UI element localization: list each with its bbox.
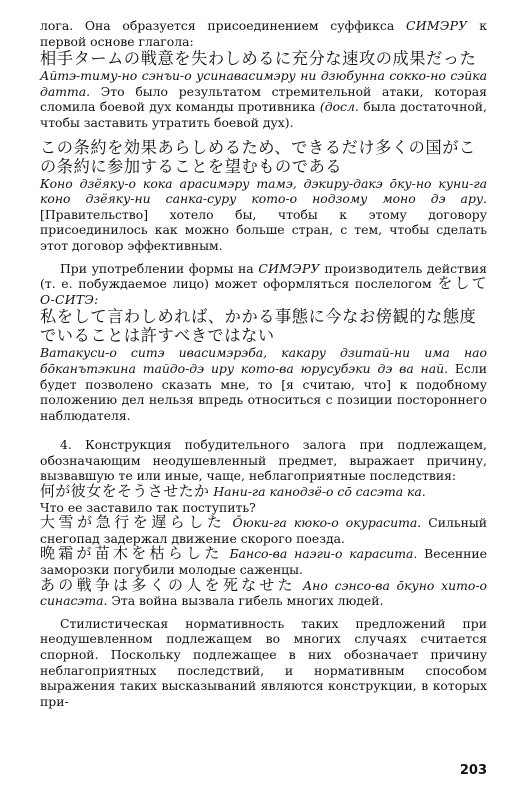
example-2	[40, 515, 487, 546]
text: производитель действия (т. е. побуждаемое лицо) может оформляться послелогом	[40, 260, 487, 292]
paragraph-agent-marking	[40, 261, 487, 308]
japanese-example: 私をして言わしめれば、かかる事態に今なお傍観的な態度でいることは許すべきではない	[40, 307, 477, 346]
transliteration: Нани-га канодзё-о со̄ сасэта ка.	[213, 484, 426, 500]
japanese-example: 大雪が急行を遅らした	[40, 513, 226, 532]
japanese-example: この条約を効果あらしめるため、できるだけ多くの国がこの条約に参加することを望むものである	[40, 137, 476, 176]
postposition-term: О-СИТЭ:	[40, 291, 99, 307]
example-translation	[40, 176, 487, 254]
paragraph-section-4: 4. Конструкция побудительного залога при подлежащем, обозначающим неодушевленный предмет, выражает причину, вызвавшую те или иные, чаще, неблагоприятные последствия:	[40, 437, 487, 484]
transliteration: Бансо-ва наэги-о карасита.	[229, 546, 418, 562]
translation: Что ее заставило так поступить?	[40, 499, 256, 515]
text: лога. Она образуется присоединением суффикса	[40, 18, 406, 33]
transliteration: Айтэ-тиму-но сэнъи-о усинавасимэру ни дзюбунна сокко-но сэйка датта.	[40, 68, 487, 99]
paragraph-simeru-intro	[40, 18, 487, 49]
translation: Эта война вызвала гибель многих людей.	[107, 593, 384, 609]
translation: Весенние заморозки погубили молодые саженцы.	[40, 546, 487, 578]
japanese-example: 晩霜が苗木を枯らした	[40, 544, 223, 563]
literal-note: (досл.	[319, 99, 359, 115]
translation: Сильный снегопад задержал движение скорого поезда.	[40, 515, 487, 546]
translation: Это было результатом стремительной атаки, которая сломила боевой дух команды противника	[40, 83, 487, 115]
transliteration: О̄юки-га кюко-о окурасита.	[232, 515, 422, 531]
translation: была достаточной, чтобы заставить утратить боевой дух).	[40, 99, 487, 130]
example-4	[40, 575, 487, 609]
transliteration: Коно дзёяку-о кока арасимэру тамэ, дэкиру-дакэ о̄ку-но куни-га коно дзёяку-ни санка-суру кото-о нодзому моно дэ ару.	[40, 175, 487, 207]
japanese-example: 相手タームの戦意を失わしめるに充分な速攻の成果だった	[40, 49, 477, 69]
transliteration: Ватакуси-о ситэ ивасимэрэба, какару дзитай-ни има нао бо̄канътэкина тайдо-дэ иру кото-ва юрусубэки дэ ва най.	[40, 345, 487, 376]
translation: Если будет позволено сказать мне, то [я считаю, что] к подобному положению дел нельзя впредь относиться с позиции постороннего наблюдателя.	[40, 360, 487, 423]
example-1	[40, 484, 487, 515]
japanese-example: あの戦争は多くの人を死なせた	[40, 575, 296, 594]
page-number: 203	[459, 763, 487, 778]
example-translation	[40, 345, 487, 423]
suffix-term: СИМЭРУ	[258, 260, 320, 276]
paragraph-stylistic-norm: Стилистическая нормативность таких предложений при неодушевленном подлежащем во многих случаях считается спорной. Поскольку подлежащее в них обозначает причину неблагоприятных последствий, и нормативным способом выражения таких высказываний являются конструкции, в которых при-	[40, 615, 487, 709]
text: При употреблении формы на	[60, 260, 259, 276]
example-translation	[40, 68, 487, 130]
translation: [Правительство] хотело бы, чтобы к этому договору присоединилось как можно больше стран, с тем, чтобы сделать этот договор эффективным.	[40, 206, 487, 253]
japanese-example: 何が彼女をそうさせたか	[40, 482, 210, 501]
transliteration: Ано сэнсо-ва о̄куно хито-о синасэта.	[40, 577, 487, 609]
postposition-jp: をして	[437, 274, 487, 293]
example-3	[40, 546, 487, 577]
suffix-term: СИМЭРУ	[405, 18, 468, 33]
text: к первой основе глагола:	[40, 18, 487, 49]
